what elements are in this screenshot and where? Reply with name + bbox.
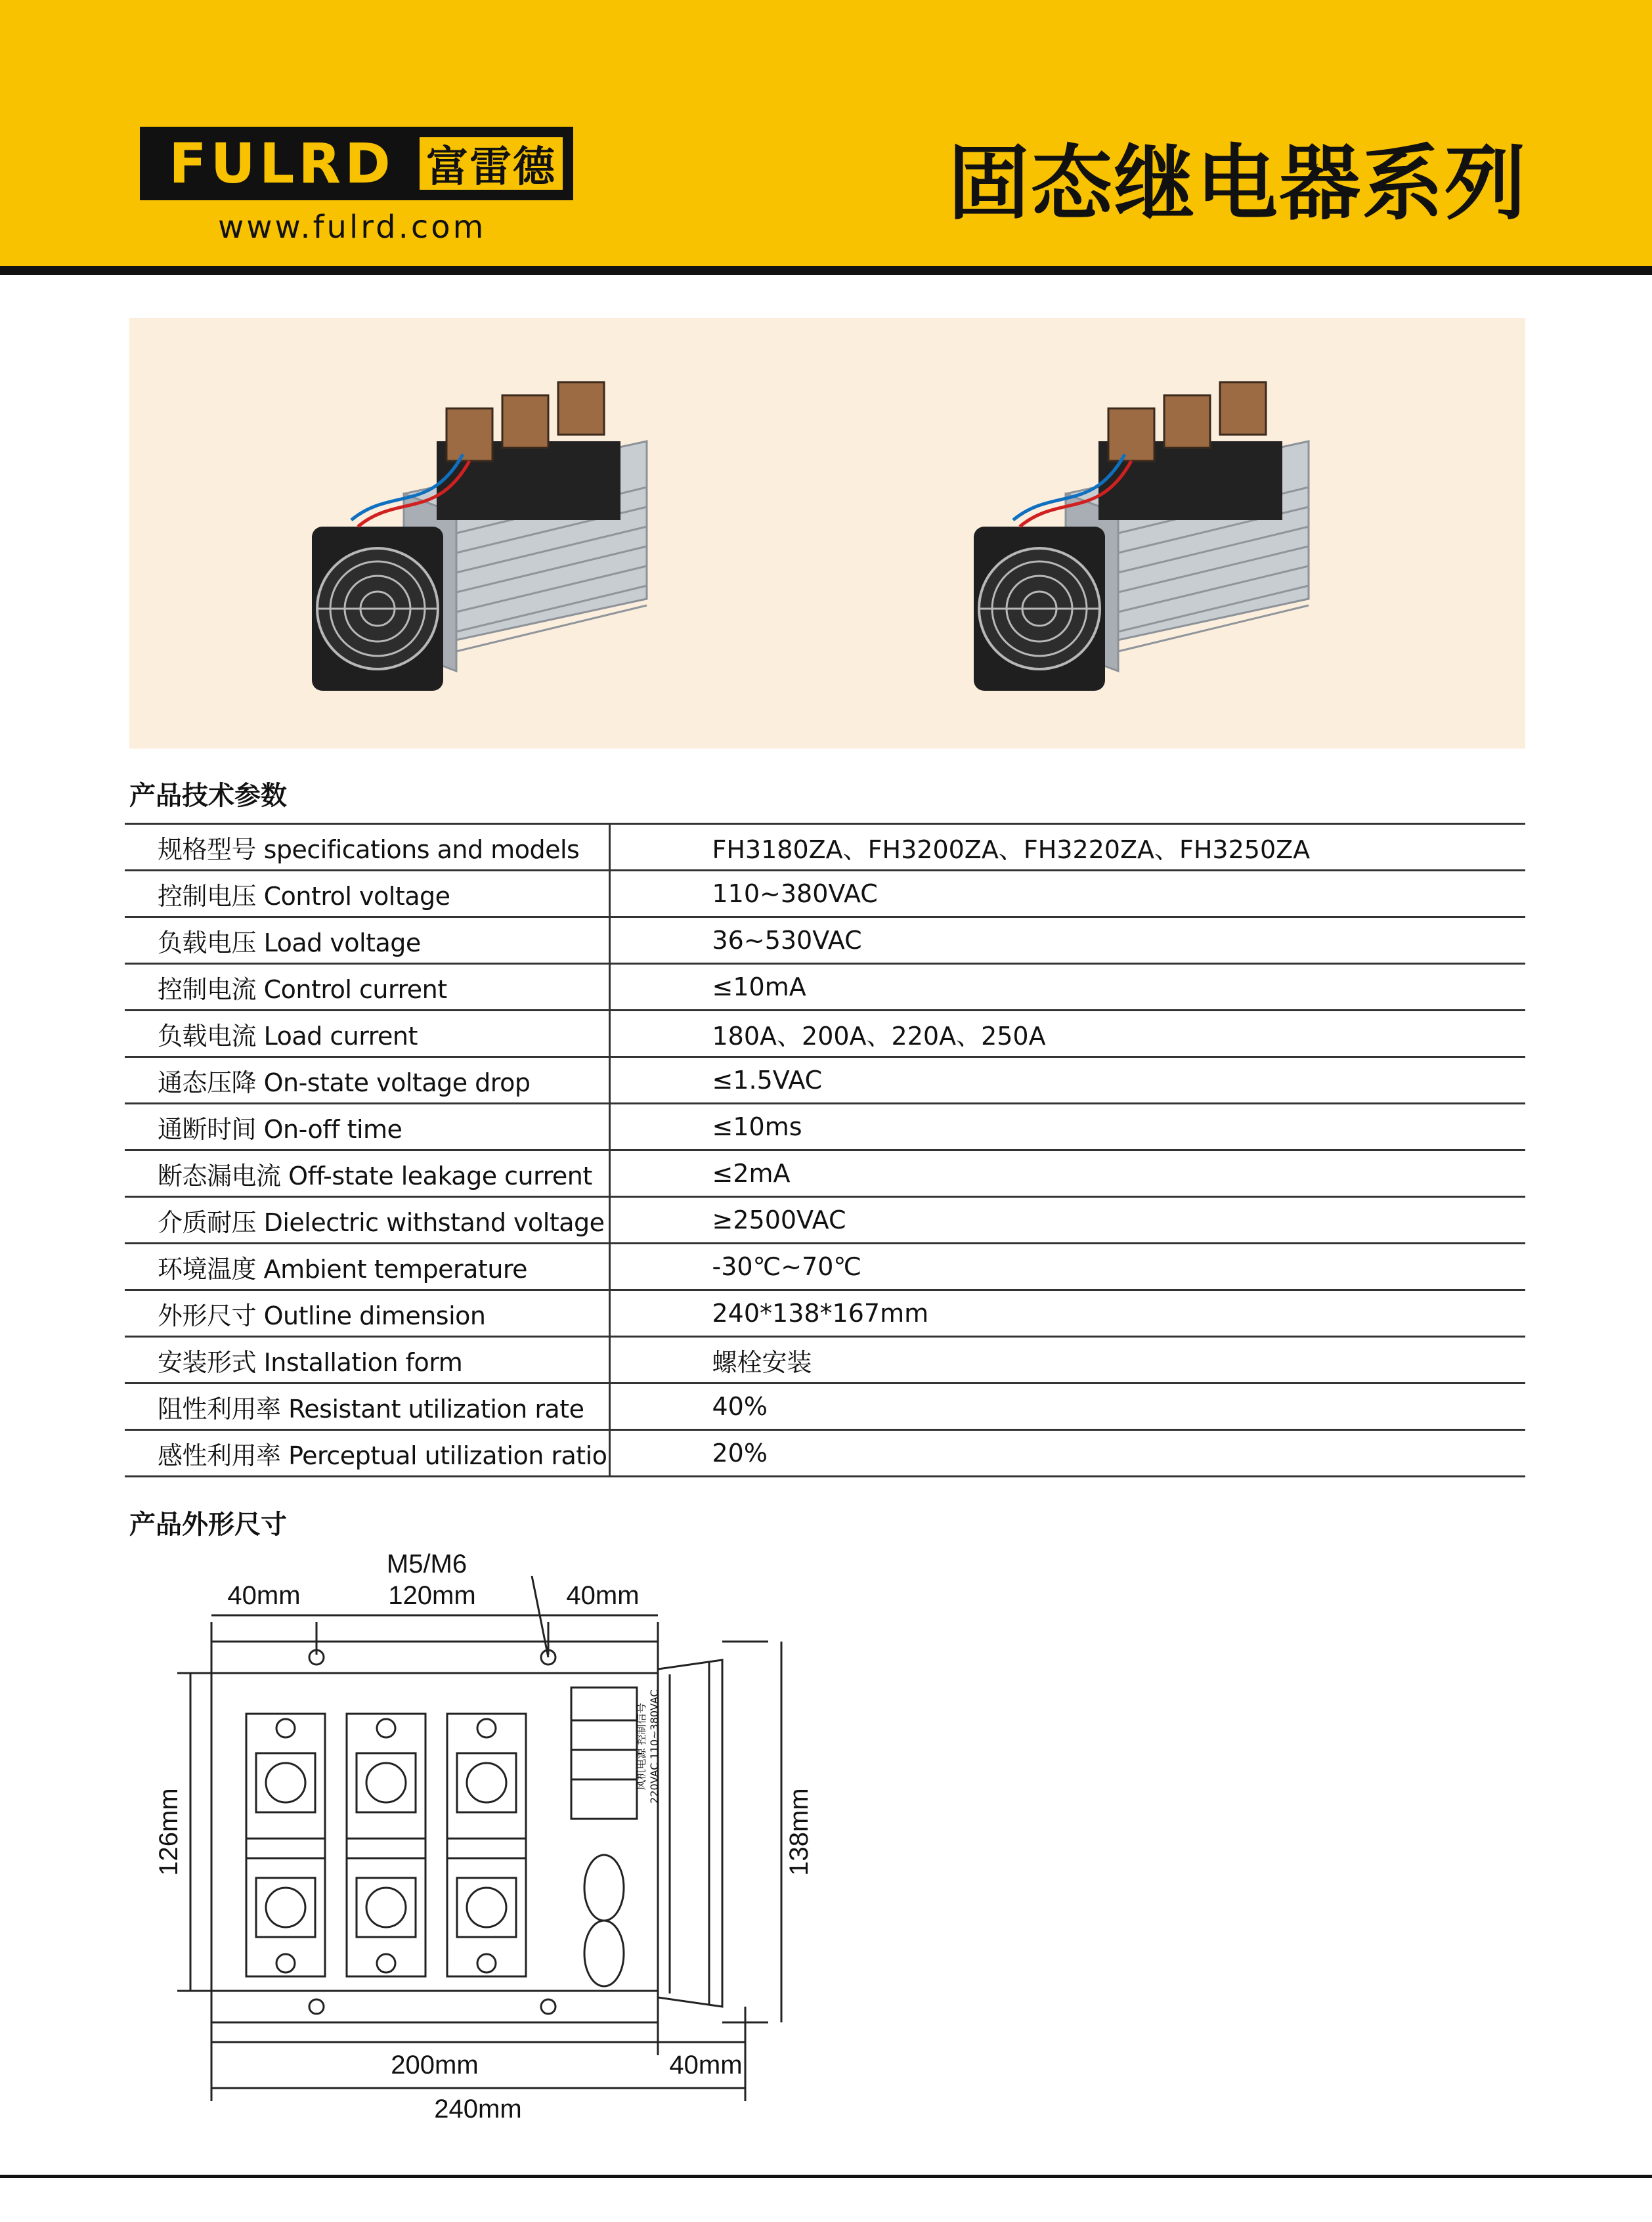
spec-label: 环境温度 Ambient temperature: [125, 1244, 609, 1290]
terminal-label-2: 220VAC 110~380VAC: [648, 1689, 661, 1804]
dim-bottom-total: 240mm: [434, 2095, 522, 2124]
table-row: [125, 1011, 1525, 1057]
dim-top-right: 40mm: [566, 1581, 640, 1610]
dim-bottom-body: 200mm: [391, 2051, 479, 2080]
terminal-module: [246, 1714, 325, 1976]
dim-bottom-fan: 40mm: [669, 2051, 743, 2080]
spec-value: 110~380VAC: [712, 879, 878, 908]
footer-divider: [0, 2175, 1652, 2178]
terminal-module: [447, 1714, 526, 1976]
spec-label: 控制电压 Control voltage: [125, 871, 609, 917]
spec-label: 控制电流 Control current: [125, 964, 609, 1011]
table-row: [125, 1150, 1525, 1197]
spec-label: 通断时间 On-off time: [125, 1104, 609, 1150]
table-row: [125, 1430, 1525, 1477]
table-row: [125, 1104, 1525, 1150]
product-photo-left: [305, 362, 673, 717]
table-row: [125, 917, 1525, 964]
product-photo-right: [967, 362, 1335, 717]
spec-value: 180A、200A、220A、250A: [712, 1021, 1046, 1051]
spec-value: 36~530VAC: [712, 926, 862, 955]
spec-value: ≤10mA: [712, 972, 806, 1001]
spec-label: 规格型号 specifications and models: [125, 824, 609, 871]
series-title: 固态继电器系列: [947, 137, 1527, 231]
table-row: [125, 824, 1525, 871]
spec-label: 负载电压 Load voltage: [125, 917, 609, 964]
relay-illustration: [312, 382, 647, 691]
relay-illustration: [974, 382, 1309, 691]
fan-connector: [584, 1921, 624, 1986]
spec-label: 介质耐压 Dielectric withstand voltage: [125, 1197, 609, 1244]
spec-value: 20%: [712, 1439, 768, 1468]
spec-label: 负载电流 Load current: [125, 1011, 609, 1057]
table-row: [125, 1383, 1525, 1430]
spec-value: ≤2mA: [712, 1159, 791, 1188]
spec-label: 通态压降 On-state voltage drop: [125, 1057, 609, 1104]
terminal-label-1: 风机电源 控制信号: [635, 1703, 647, 1791]
logo-english: FULRD: [144, 131, 420, 196]
mount-hole: [541, 1999, 555, 2014]
spec-value: FH3180ZA、FH3200ZA、FH3220ZA、FH3250ZA: [712, 835, 1311, 864]
spec-value: -30℃~70℃: [712, 1252, 862, 1281]
table-row: [125, 871, 1525, 917]
dim-right-height: 138mm: [785, 1788, 814, 1876]
spec-table: [125, 823, 1525, 1477]
spec-value: ≤1.5VAC: [712, 1066, 823, 1095]
brand-logo: [140, 127, 573, 200]
control-terminal-block: [571, 1688, 637, 1819]
fan-outline: [658, 1660, 722, 2007]
logo-chinese: 富雷德: [420, 137, 563, 190]
header-divider: [0, 266, 1652, 275]
dimensions-section-title: 产品外形尺寸: [129, 1510, 287, 1540]
spec-value: ≥2500VAC: [712, 1206, 846, 1234]
table-row: [125, 1197, 1525, 1244]
spec-label: 安装形式 Installation form: [125, 1337, 609, 1383]
relay-body-outline: [211, 1642, 658, 2022]
spec-value: 240*138*167mm: [712, 1299, 929, 1328]
dim-left-height: 126mm: [154, 1788, 183, 1876]
specs-section-title: 产品技术参数: [129, 781, 287, 811]
terminal-module: [347, 1714, 425, 1976]
mount-hole: [309, 1999, 324, 2014]
spec-label: 外形尺寸 Outline dimension: [125, 1290, 609, 1337]
product-photo-panel: [129, 318, 1525, 749]
spec-value: 40%: [712, 1392, 768, 1421]
spec-value: 螺栓安装: [712, 1347, 812, 1377]
table-row: [125, 1244, 1525, 1290]
spec-label: 感性利用率 Perceptual utilization ratio: [125, 1430, 609, 1477]
table-row: [125, 1057, 1525, 1104]
fan-connector: [584, 1855, 624, 1921]
table-row: [125, 1337, 1525, 1383]
table-row: [125, 964, 1525, 1011]
dim-screw-label: M5/M6: [386, 1550, 467, 1579]
dim-top-middle: 120mm: [388, 1581, 476, 1610]
spec-label: 阻性利用率 Resistant utilization rate: [125, 1383, 609, 1430]
spec-value: ≤10ms: [712, 1112, 802, 1141]
dimension-drawing: [151, 1523, 814, 2127]
spec-label: 断态漏电流 Off-state leakage current: [125, 1150, 609, 1197]
website-url[interactable]: www.fulrd.com: [218, 209, 487, 246]
table-row: [125, 1290, 1525, 1337]
dim-top-left: 40mm: [227, 1581, 301, 1610]
